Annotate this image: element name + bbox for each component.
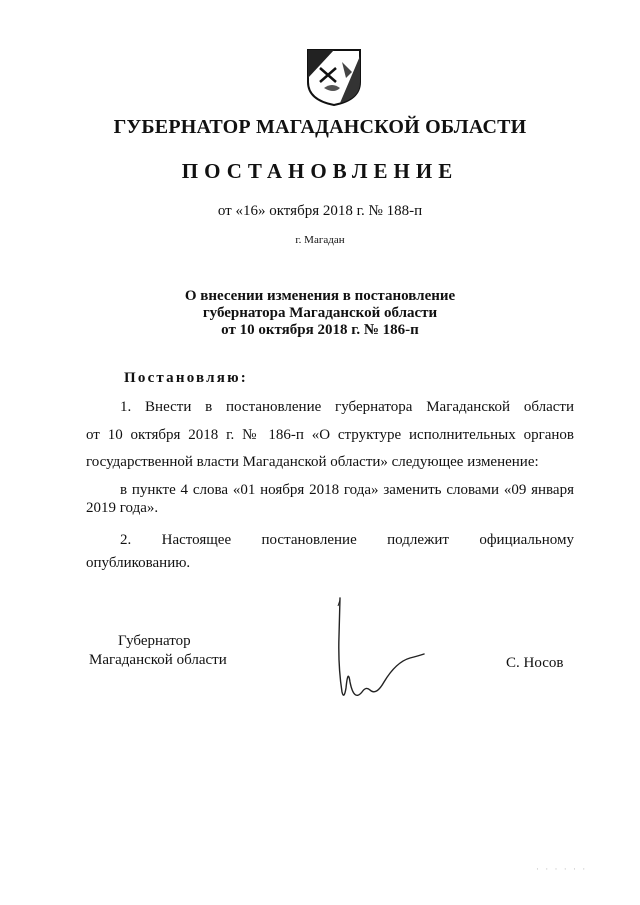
document-subject [0,288,640,339]
resolve-heading: Постановляю: [124,370,248,386]
subject-line: О внесении изменения в постановление [184,288,456,304]
document-city: г. Магадан [295,234,345,246]
body-paragraph-line: в пункте 4 слова «01 ноября 2018 года» заменить словами «09 января [120,482,574,498]
coat-of-arms-icon [306,48,362,106]
signer-title: Магаданской области [89,652,227,668]
body-paragraph-line: 2019 года». [86,500,159,516]
signature-icon [318,596,432,708]
document-type-title: ПОСТАНОВЛЕНИЕ [181,159,459,183]
subject-line: от 10 октября 2018 г. № 186-п [221,322,419,338]
organization-title: ГУБЕРНАТОР МАГАДАНСКОЙ ОБЛАСТИ [113,116,527,138]
body-paragraph-line: 2. Настоящее постановление подлежит официальному [120,532,574,548]
document-date-number: от «16» октября 2018 г. № 188-п [217,203,423,219]
subject-line: губернатора Магаданской области [202,305,438,321]
body-paragraph-line: от 10 октября 2018 г. № 186-п «О структуре исполнительных органов [86,427,574,443]
signer-name: С. Носов [506,655,564,671]
body-paragraph-line: 1. Внести в постановление губернатора Магаданской области [120,399,574,415]
body-paragraph-line: государственной власти Магаданской области» следующее изменение: [86,454,539,470]
body-paragraph-line: опубликованию. [86,555,191,571]
scan-marks: · · · · · · [536,864,588,874]
signer-title: Губернатор [118,633,191,649]
